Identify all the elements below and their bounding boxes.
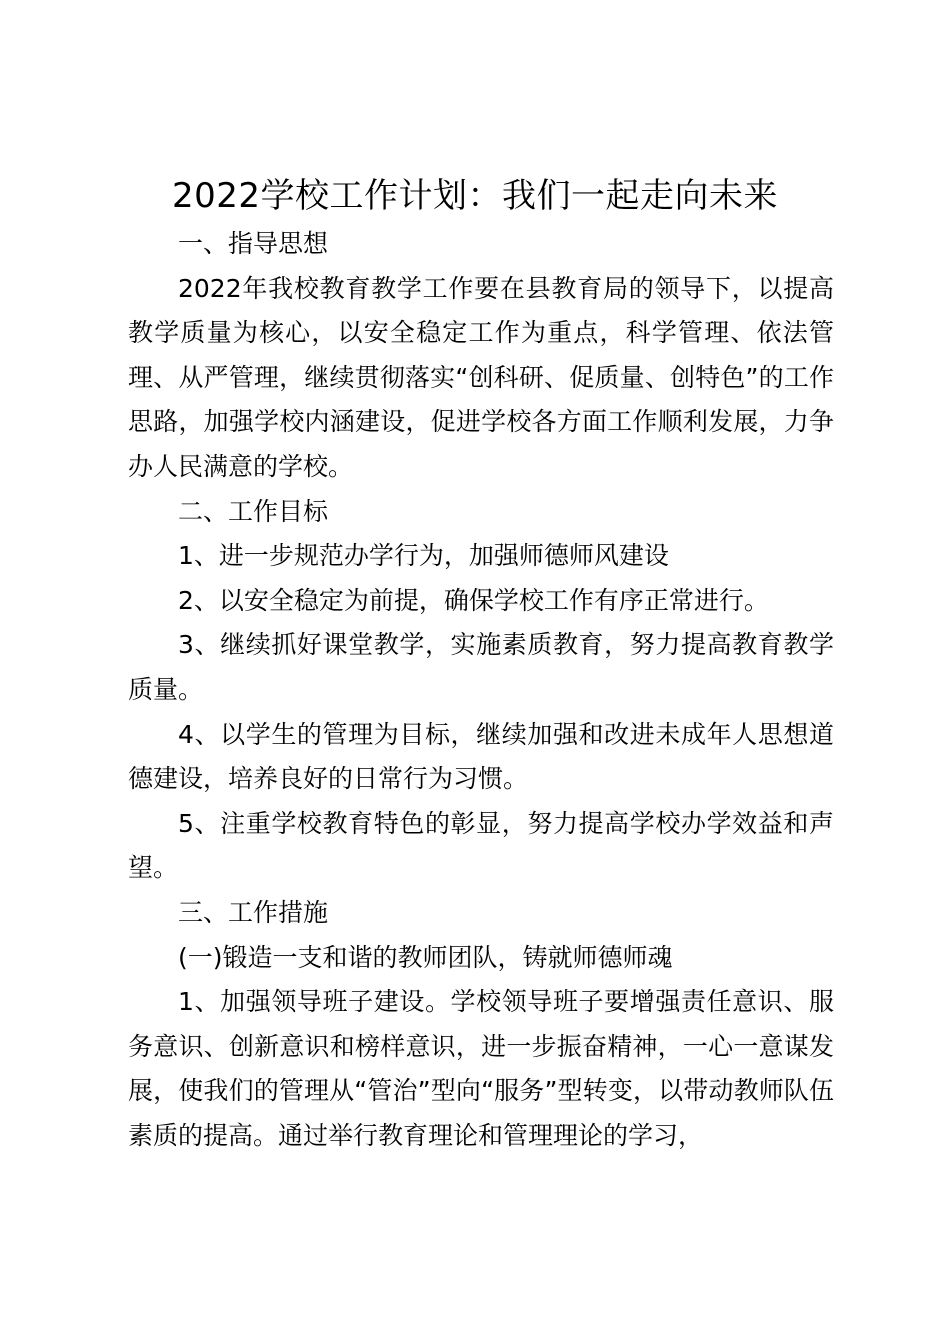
goal-item-2: 2、以安全稳定为前提，确保学校工作有序正常进行。 — [178, 585, 769, 615]
goal-item-1: 1、进一步规范办学行为，加强师德师风建设 — [178, 541, 669, 571]
goal-item-4: 4、以学生的管理为目标，继续加强和改进未成年人思想道德建设，培养良好的日常行为习惯。 — [128, 719, 834, 794]
document-title: 2022学校工作计划：我们一起走向未来 — [171, 176, 779, 216]
document-body — [128, 222, 834, 1158]
measure-item-1: 1、加强领导班子建设。学校领导班子要增强责任意识、服务意识、创新意识和榜样意识，进一步振奋精神，一心一意谋发展，使我们的管理从“管治”型向“服务”型转变，以带动教师队伍素质的提高。通过举行教育理论和管理理论的学习， — [128, 987, 834, 1150]
subsection-heading-teacher-team: (一)锻造一支和谐的教师团队，铸就师德师魂 — [178, 942, 673, 972]
goal-item-5: 5、注重学校教育特色的彰显，努力提高学校办学效益和声望。 — [128, 808, 834, 883]
paragraph-guiding-ideology: 2022年我校教育教学工作要在县教育局的领导下，以提高教学质量为核心，以安全稳定工作为重点，科学管理、依法管理、从严管理，继续贯彻落实“创科研、促质量、创特色”的工作思路，加强学校内涵建设，促进学校各方面工作顺利发展，力争办人民满意的学校。 — [128, 273, 834, 481]
section-heading-guiding-ideology: 一、指导思想 — [178, 229, 329, 258]
goal-item-3: 3、继续抓好课堂教学，实施素质教育，努力提高教育教学质量。 — [128, 630, 834, 704]
section-heading-work-goals: 二、工作目标 — [178, 496, 329, 526]
section-heading-work-measures: 三、工作措施 — [178, 897, 329, 927]
